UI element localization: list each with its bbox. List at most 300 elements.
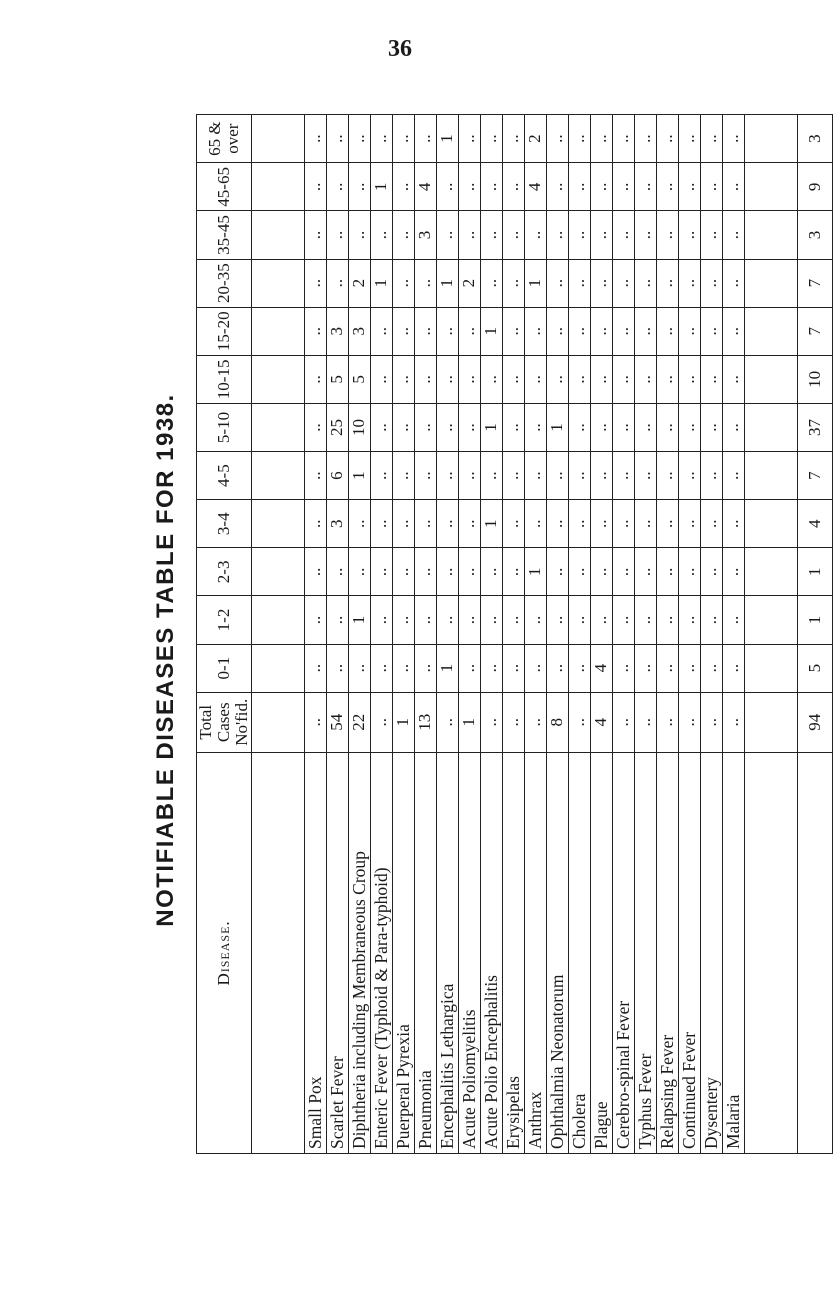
spacer-cell [251,752,304,1153]
table-row [304,115,326,1154]
age-cell: .. [634,500,656,548]
age-cell: .. [480,596,502,644]
age-cell: .. [392,500,414,548]
age-cell: 1 [524,259,546,307]
age-cell: .. [414,644,436,692]
age-cell: .. [700,644,722,692]
spacer-cell [744,692,797,752]
spacer-cell [744,355,797,403]
age-cell: .. [634,115,656,163]
age-cell: .. [722,548,744,596]
header-age: 4-5 [197,452,252,500]
age-cell: 1 [436,115,458,163]
table-row [546,115,568,1154]
age-cell: .. [590,500,612,548]
age-cell: .. [458,211,480,259]
age-cell: .. [656,500,678,548]
age-cell: .. [348,163,370,211]
age-cell: 1 [480,403,502,451]
age-cell: .. [502,163,524,211]
age-cell: .. [612,259,634,307]
page-title: NOTIFIABLE DISEASES TABLE FOR 1938. [152,393,179,927]
age-cell: .. [502,500,524,548]
disease-name: Erysipelas [502,752,524,1153]
spacer-cell [251,163,304,211]
age-cell: .. [634,307,656,355]
age-cell: .. [656,259,678,307]
disease-name: Scarlet Fever [326,752,348,1153]
age-cell: .. [546,596,568,644]
age-cell: .. [392,596,414,644]
table-row [634,115,656,1154]
age-cell: .. [304,452,326,500]
disease-name: Ophthalmia Neonatorum [546,752,568,1153]
table-row [414,115,436,1154]
age-cell: 1 [480,307,502,355]
age-cell: .. [370,115,392,163]
disease-name: Puerperal Pyrexia [392,752,414,1153]
age-cell: 3 [348,307,370,355]
table-frame [196,114,824,1154]
age-cell: 25 [326,403,348,451]
age-cell: .. [678,259,700,307]
age-total: 1 [797,548,832,596]
age-cell: .. [678,500,700,548]
table-row [436,115,458,1154]
header-age: 45-65 [197,163,252,211]
age-total: 10 [797,355,832,403]
age-cell: .. [612,115,634,163]
age-cell: .. [546,259,568,307]
table-row [700,115,722,1154]
age-cell: .. [348,644,370,692]
age-cell: .. [392,403,414,451]
age-cell: .. [656,548,678,596]
age-cell: .. [458,644,480,692]
age-cell: .. [634,259,656,307]
age-cell: 3 [326,500,348,548]
age-cell: .. [480,163,502,211]
age-cell: .. [370,500,392,548]
age-cell: .. [700,403,722,451]
age-cell: .. [326,596,348,644]
table-row [656,115,678,1154]
age-cell: .. [304,307,326,355]
age-cell: .. [634,548,656,596]
age-cell: .. [392,163,414,211]
spacer-cell [744,548,797,596]
age-cell: 1 [436,259,458,307]
age-total: 4 [797,500,832,548]
spacer-cell [744,307,797,355]
age-cell: 2 [458,259,480,307]
age-cell: .. [656,403,678,451]
age-cell: .. [392,452,414,500]
age-cell: 2 [348,259,370,307]
age-cell: .. [612,548,634,596]
header-age: 35-45 [197,211,252,259]
age-cell: 2 [524,115,546,163]
age-cell: .. [436,163,458,211]
age-cell: .. [678,115,700,163]
age-cell: .. [480,259,502,307]
disease-name: Enteric Fever (Typhoid & Para-typhoid) [370,752,392,1153]
age-cell: .. [568,115,590,163]
age-cell: .. [546,452,568,500]
age-cell: 6 [326,452,348,500]
age-cell: .. [414,548,436,596]
header-age: 65 & over [197,115,252,163]
spacer-cell [251,644,304,692]
age-cell: .. [590,355,612,403]
spacer-cell [251,548,304,596]
age-cell: .. [436,596,458,644]
age-cell: 3 [414,211,436,259]
age-cell: .. [436,500,458,548]
age-cell: .. [524,452,546,500]
age-cell: 1 [348,452,370,500]
age-cell: .. [370,452,392,500]
age-cell: .. [436,403,458,451]
total-cell: 4 [590,692,612,752]
age-cell: .. [304,259,326,307]
total-cell: .. [700,692,722,752]
spacer-cell [251,259,304,307]
age-cell: .. [612,403,634,451]
age-cell: .. [326,644,348,692]
age-cell: .. [304,500,326,548]
age-cell: .. [568,548,590,596]
age-cell: .. [524,211,546,259]
spacer-cell [251,500,304,548]
age-cell: 1 [370,163,392,211]
age-cell: .. [524,500,546,548]
spacer-row [251,115,304,1154]
page-number: 36 [388,36,412,62]
age-cell: .. [480,644,502,692]
age-cell: .. [722,115,744,163]
age-cell: .. [436,211,458,259]
age-cell: .. [326,115,348,163]
age-cell: .. [612,355,634,403]
age-cell: 5 [348,355,370,403]
age-cell: 1 [546,403,568,451]
age-cell: .. [678,403,700,451]
age-cell: .. [524,644,546,692]
age-cell: .. [546,115,568,163]
totals-label [797,752,832,1153]
age-cell: .. [458,355,480,403]
age-total: 7 [797,452,832,500]
age-cell: .. [590,163,612,211]
age-cell: .. [546,548,568,596]
header-age: 20-35 [197,259,252,307]
spacer-cell [744,500,797,548]
age-cell: .. [634,452,656,500]
spacer-cell [744,452,797,500]
disease-name: Dysentery [700,752,722,1153]
age-cell: .. [612,596,634,644]
age-cell: .. [634,644,656,692]
age-cell: .. [568,452,590,500]
table-row [458,115,480,1154]
age-cell: .. [480,355,502,403]
age-cell: 4 [524,163,546,211]
age-cell: .. [458,307,480,355]
age-cell: .. [568,355,590,403]
spacer-cell [251,307,304,355]
age-cell: .. [458,163,480,211]
age-cell: .. [590,115,612,163]
age-cell: .. [370,211,392,259]
age-cell: .. [546,307,568,355]
age-cell: 1 [370,259,392,307]
age-cell: .. [678,355,700,403]
age-cell: .. [414,452,436,500]
disease-name: Diphtheria including Membraneous Croup [348,752,370,1153]
age-cell: .. [304,403,326,451]
table-row [612,115,634,1154]
age-cell: .. [348,115,370,163]
disease-name: Relapsing Fever [656,752,678,1153]
spacer-cell [744,259,797,307]
spacer-cell [744,403,797,451]
total-cell: .. [370,692,392,752]
total-cell: .. [436,692,458,752]
age-cell: .. [458,452,480,500]
table-row [722,115,744,1154]
table-row [348,115,370,1154]
age-cell: .. [326,211,348,259]
age-total: 1 [797,596,832,644]
spacer-cell [251,452,304,500]
age-cell: .. [700,548,722,596]
age-total: 3 [797,211,832,259]
age-cell: .. [436,548,458,596]
total-cell: .. [304,692,326,752]
disease-name: Small Pox [304,752,326,1153]
age-cell: .. [634,211,656,259]
spacer-cell [744,752,797,1153]
age-cell: 1 [348,596,370,644]
disease-name: Encephalitis Lethargica [436,752,458,1153]
age-cell: .. [370,355,392,403]
age-cell: .. [656,355,678,403]
age-cell: .. [568,163,590,211]
age-cell: .. [502,403,524,451]
total-cell: .. [524,692,546,752]
age-cell: .. [656,644,678,692]
age-cell: .. [304,211,326,259]
age-cell: .. [590,211,612,259]
age-cell: .. [480,548,502,596]
totals-row [797,115,832,1154]
age-cell: .. [612,500,634,548]
header-age: 1-2 [197,596,252,644]
total-cell: 22 [348,692,370,752]
age-cell: .. [370,548,392,596]
disease-name: Acute Polio Encephalitis [480,752,502,1153]
table-row [524,115,546,1154]
table-row [370,115,392,1154]
age-cell: .. [634,355,656,403]
disease-name: Cholera [568,752,590,1153]
header-age: 2-3 [197,548,252,596]
age-cell: .. [678,644,700,692]
age-cell: .. [392,307,414,355]
total-cell: .. [722,692,744,752]
age-cell: .. [502,355,524,403]
age-cell: .. [414,596,436,644]
total-cell: .. [502,692,524,752]
age-cell: .. [348,548,370,596]
age-cell: .. [722,163,744,211]
age-cell: .. [700,115,722,163]
total-cell: 1 [392,692,414,752]
age-total: 37 [797,403,832,451]
total-cell: .. [612,692,634,752]
age-cell: .. [700,500,722,548]
header-disease: Disease. [197,752,252,1153]
age-cell: 1 [524,548,546,596]
total-cell: 1 [458,692,480,752]
age-cell: .. [414,355,436,403]
age-cell: .. [392,355,414,403]
table-row [502,115,524,1154]
age-cell: .. [524,307,546,355]
age-cell: .. [458,548,480,596]
disease-name: Continued Fever [678,752,700,1153]
age-cell: .. [590,452,612,500]
age-total: 7 [797,259,832,307]
age-cell: .. [392,548,414,596]
age-cell: .. [414,259,436,307]
age-cell: .. [392,644,414,692]
age-cell: 3 [326,307,348,355]
age-cell: .. [304,115,326,163]
grand-total: 94 [797,692,832,752]
age-cell: .. [524,596,546,644]
header-total: Total Cases No'fid. [197,692,252,752]
spacer-cell [744,644,797,692]
spacer-row [744,115,797,1154]
age-cell: .. [722,355,744,403]
age-cell: .. [414,500,436,548]
header-row [197,115,252,1154]
age-cell: .. [480,115,502,163]
disease-name: Plague [590,752,612,1153]
age-total: 5 [797,644,832,692]
age-cell: .. [634,596,656,644]
age-cell: .. [392,211,414,259]
age-cell: .. [656,596,678,644]
age-cell: .. [590,259,612,307]
age-cell: .. [458,115,480,163]
age-cell: .. [568,403,590,451]
age-cell: .. [392,259,414,307]
age-cell: .. [678,307,700,355]
age-cell: .. [304,596,326,644]
age-cell: .. [568,644,590,692]
age-cell: .. [546,211,568,259]
age-cell: .. [590,307,612,355]
spacer-cell [251,403,304,451]
age-cell: .. [722,500,744,548]
age-cell: .. [656,163,678,211]
age-cell: .. [678,596,700,644]
age-cell: .. [414,307,436,355]
age-cell: .. [480,452,502,500]
age-cell: .. [480,211,502,259]
age-cell: .. [568,259,590,307]
age-cell: .. [502,259,524,307]
age-cell: .. [722,644,744,692]
total-cell: .. [678,692,700,752]
age-cell: .. [502,452,524,500]
age-cell: .. [590,596,612,644]
table-row [392,115,414,1154]
age-cell: .. [348,500,370,548]
age-cell: .. [568,211,590,259]
table-row [678,115,700,1154]
age-cell: 4 [414,163,436,211]
age-cell: 10 [348,403,370,451]
table-row [568,115,590,1154]
age-cell: .. [700,211,722,259]
age-cell: .. [722,596,744,644]
age-cell: .. [656,211,678,259]
table-body [251,115,832,1154]
disease-name: Pneumonia [414,752,436,1153]
age-cell: .. [502,548,524,596]
spacer-cell [744,115,797,163]
total-cell: .. [656,692,678,752]
age-cell: .. [502,596,524,644]
age-cell: 4 [590,644,612,692]
spacer-cell [251,211,304,259]
age-cell: .. [348,211,370,259]
age-cell: .. [700,452,722,500]
age-cell: .. [502,307,524,355]
header-age: 0-1 [197,644,252,692]
age-cell: .. [568,500,590,548]
age-cell: .. [414,403,436,451]
age-cell: .. [700,355,722,403]
age-cell: .. [502,211,524,259]
age-cell: .. [370,307,392,355]
age-cell: .. [568,307,590,355]
age-cell: .. [392,115,414,163]
rotated-table-wrapper [196,114,824,1154]
age-cell: .. [634,403,656,451]
age-cell: .. [546,163,568,211]
age-cell: .. [634,163,656,211]
age-cell: .. [370,403,392,451]
age-total: 7 [797,307,832,355]
age-cell: .. [524,403,546,451]
spacer-cell [251,596,304,644]
age-cell: .. [502,115,524,163]
age-cell: .. [612,163,634,211]
age-cell: .. [722,307,744,355]
age-cell: .. [612,211,634,259]
age-total: 9 [797,163,832,211]
age-cell: .. [700,307,722,355]
age-cell: .. [700,163,722,211]
total-cell: .. [634,692,656,752]
total-cell: 54 [326,692,348,752]
age-cell: .. [612,307,634,355]
